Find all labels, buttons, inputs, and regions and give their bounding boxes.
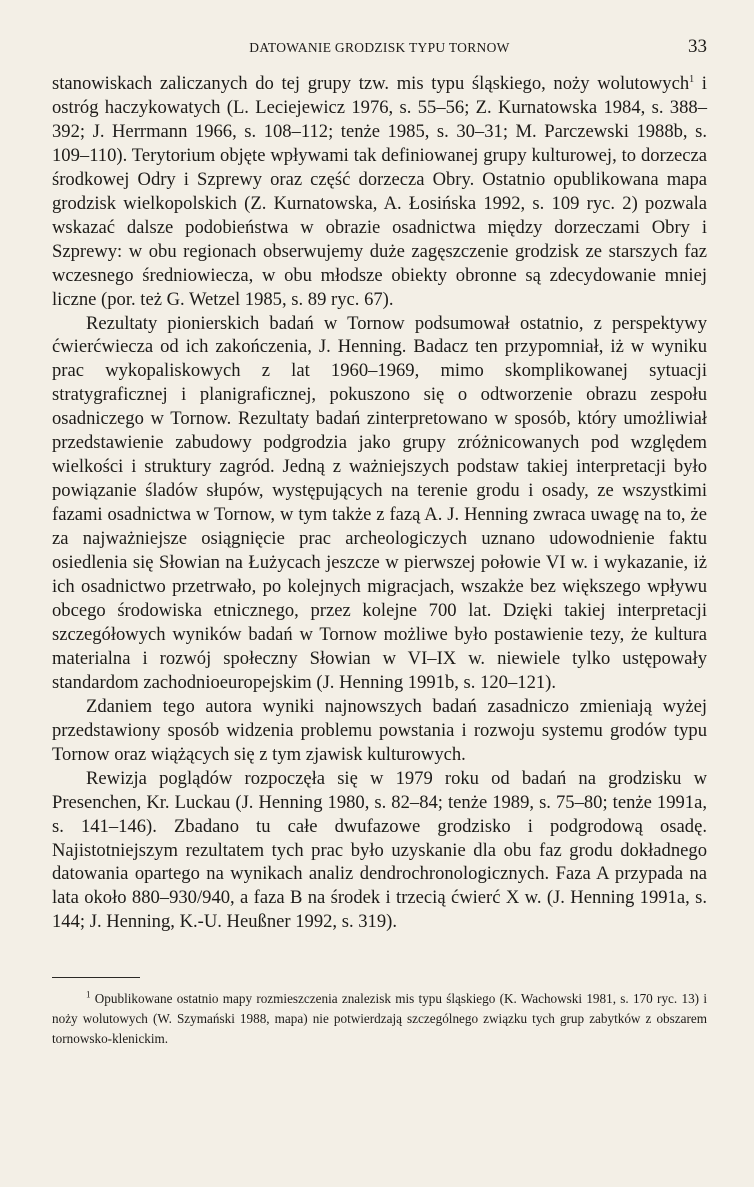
running-title: DATOWANIE GRODZISK TYPU TORNOW — [249, 40, 510, 55]
footnote-marker: 1 — [86, 989, 91, 1000]
paragraph-1-text-b: i ostróg haczykowatych (L. Leciejewicz 1976, s. 55–56; Z. Kurnatowska 1984, s. 388–392; J. Herrmann 1966, s. 108–112; tenże 1985, s. 30–31; M. Parczewski 1988b, s. 109–110). Terytorium objęte wpływami tak definiowanej grupy kulturowej, to dorzecza środkowej Odry i Szprewy oraz część dorzecza Obry. Ostatnio opublikowana mapa grodzisk wielkopolskich (Z. Kurnatowska, A. Łosińska 1992, s. 109 ryc. 2) pozwala wskazać dalsze podobieństwa w obrazie osadnictwa między dorzeczami Obry i Szprewy: w obu regionach obserwujemy duże zagęszczenie grodzisk ze starszych faz wczesnego średniowiecza, w obu młodsze obiekty obronne są zdecydowanie mniej liczne (por. też G. Wetzel 1985, s. 89 ryc. 67). — [52, 73, 707, 310]
footnote — [52, 989, 707, 1049]
paragraph-2: Rezultaty pionierskich badań w Tornow podsumował ostatnio, z perspektywy ćwierćwiecza od ich zakończenia, J. Henning. Badacz ten przypomniał, iż w wyniku prac wykopaliskowych z lat 1960–1969, mimo skomplikowanej sytuacji stratygraficznej i planigraficznej, pokuszono się o odtworzenie obrazu zespołu osadniczego w Tornow. Rezultaty badań zinterpretowano w sposób, który umożliwiał przedstawienie zabudowy podgrodzia jako grupy zróżnicowanych pod względem wielkości i struktury zagród. Jedną z ważniejszych podstaw takiej interpretacji było powiązanie śladów słupów, występujących na terenie grodu i osady, ze wszystkimi fazami osadnictwa w Tornow, w tym także z fazą A. J. Henning zwraca uwagę na to, że za najważniejsze osiągnięcie prac archeologiczych uznano udowodnienie faktu osiedlenia się Słowian na Łużycach jeszcze w pierwszej połowie VI w. i wykazanie, iż ich osadnictwo przetrwało, po kolejnych migracjach, wszakże bez większego wpływu obcego środowiska etnicznego, przez kolejne 700 lat. Dzięki takiej interpretacji szczegółowych wyników badań w Tornow możliwe było postawienie tezy, że kultura materialna i rozwój społeczny Słowian w VI–IX w. niewiele tylko ustępowały standardom zachodnioeuropejskim (J. Henning 1991b, s. 120–121). — [52, 312, 707, 693]
paragraph-1 — [52, 72, 707, 312]
footnote-reference: 1 — [689, 73, 695, 85]
paragraph-1-text-a: stanowiskach zaliczanych do tej grupy tzw. mis typu śląskiego, noży wolutowych — [52, 73, 690, 94]
footnote-text: Opublikowane ostatnio mapy rozmieszczenia znalezisk mis typu śląskiego (K. Wachowski 1981, s. 170 ryc. 13) i noży wolutowych (W. Szymański 1988, mapa) nie potwierdzają szczególnego związku tych grup zabytków z obszarem tornowsko-klenickim. — [52, 991, 707, 1047]
footnote-divider — [52, 977, 140, 978]
paragraph-4: Rewizja poglądów rozpoczęła się w 1979 roku od badań na grodzisku w Presenchen, Kr. Luckau (J. Henning 1980, s. 82–84; tenże 1989, s. 75–80; tenże 1991a, s. 141–146). Zbadano tu całe dwufazowe grodzisko i podgrodową osadę. Najistotniejszym rezultatem tych prac było uzyskanie dla obu faz grodu dokładnego datowania opartego na wynikach analiz dendrochronologicznych. Faza A przypada na lata około 880–930/940, a faza B na środek i trzecią ćwierć X w. (J. Henning 1991a, s. 144; J. Henning, K.-U. Heußner 1992, s. 319). — [52, 767, 707, 933]
running-head — [52, 38, 707, 60]
page-number: 33 — [688, 36, 707, 57]
body-text — [52, 72, 707, 934]
paragraph-3: Zdaniem tego autora wyniki najnowszych badań zasadniczo zmieniają wyżej przedstawiony sposób widzenia problemu powstania i rozwoju systemu grodów typu Tornow oraz wiążących się z tym zjawisk kulturowych. — [52, 695, 707, 765]
